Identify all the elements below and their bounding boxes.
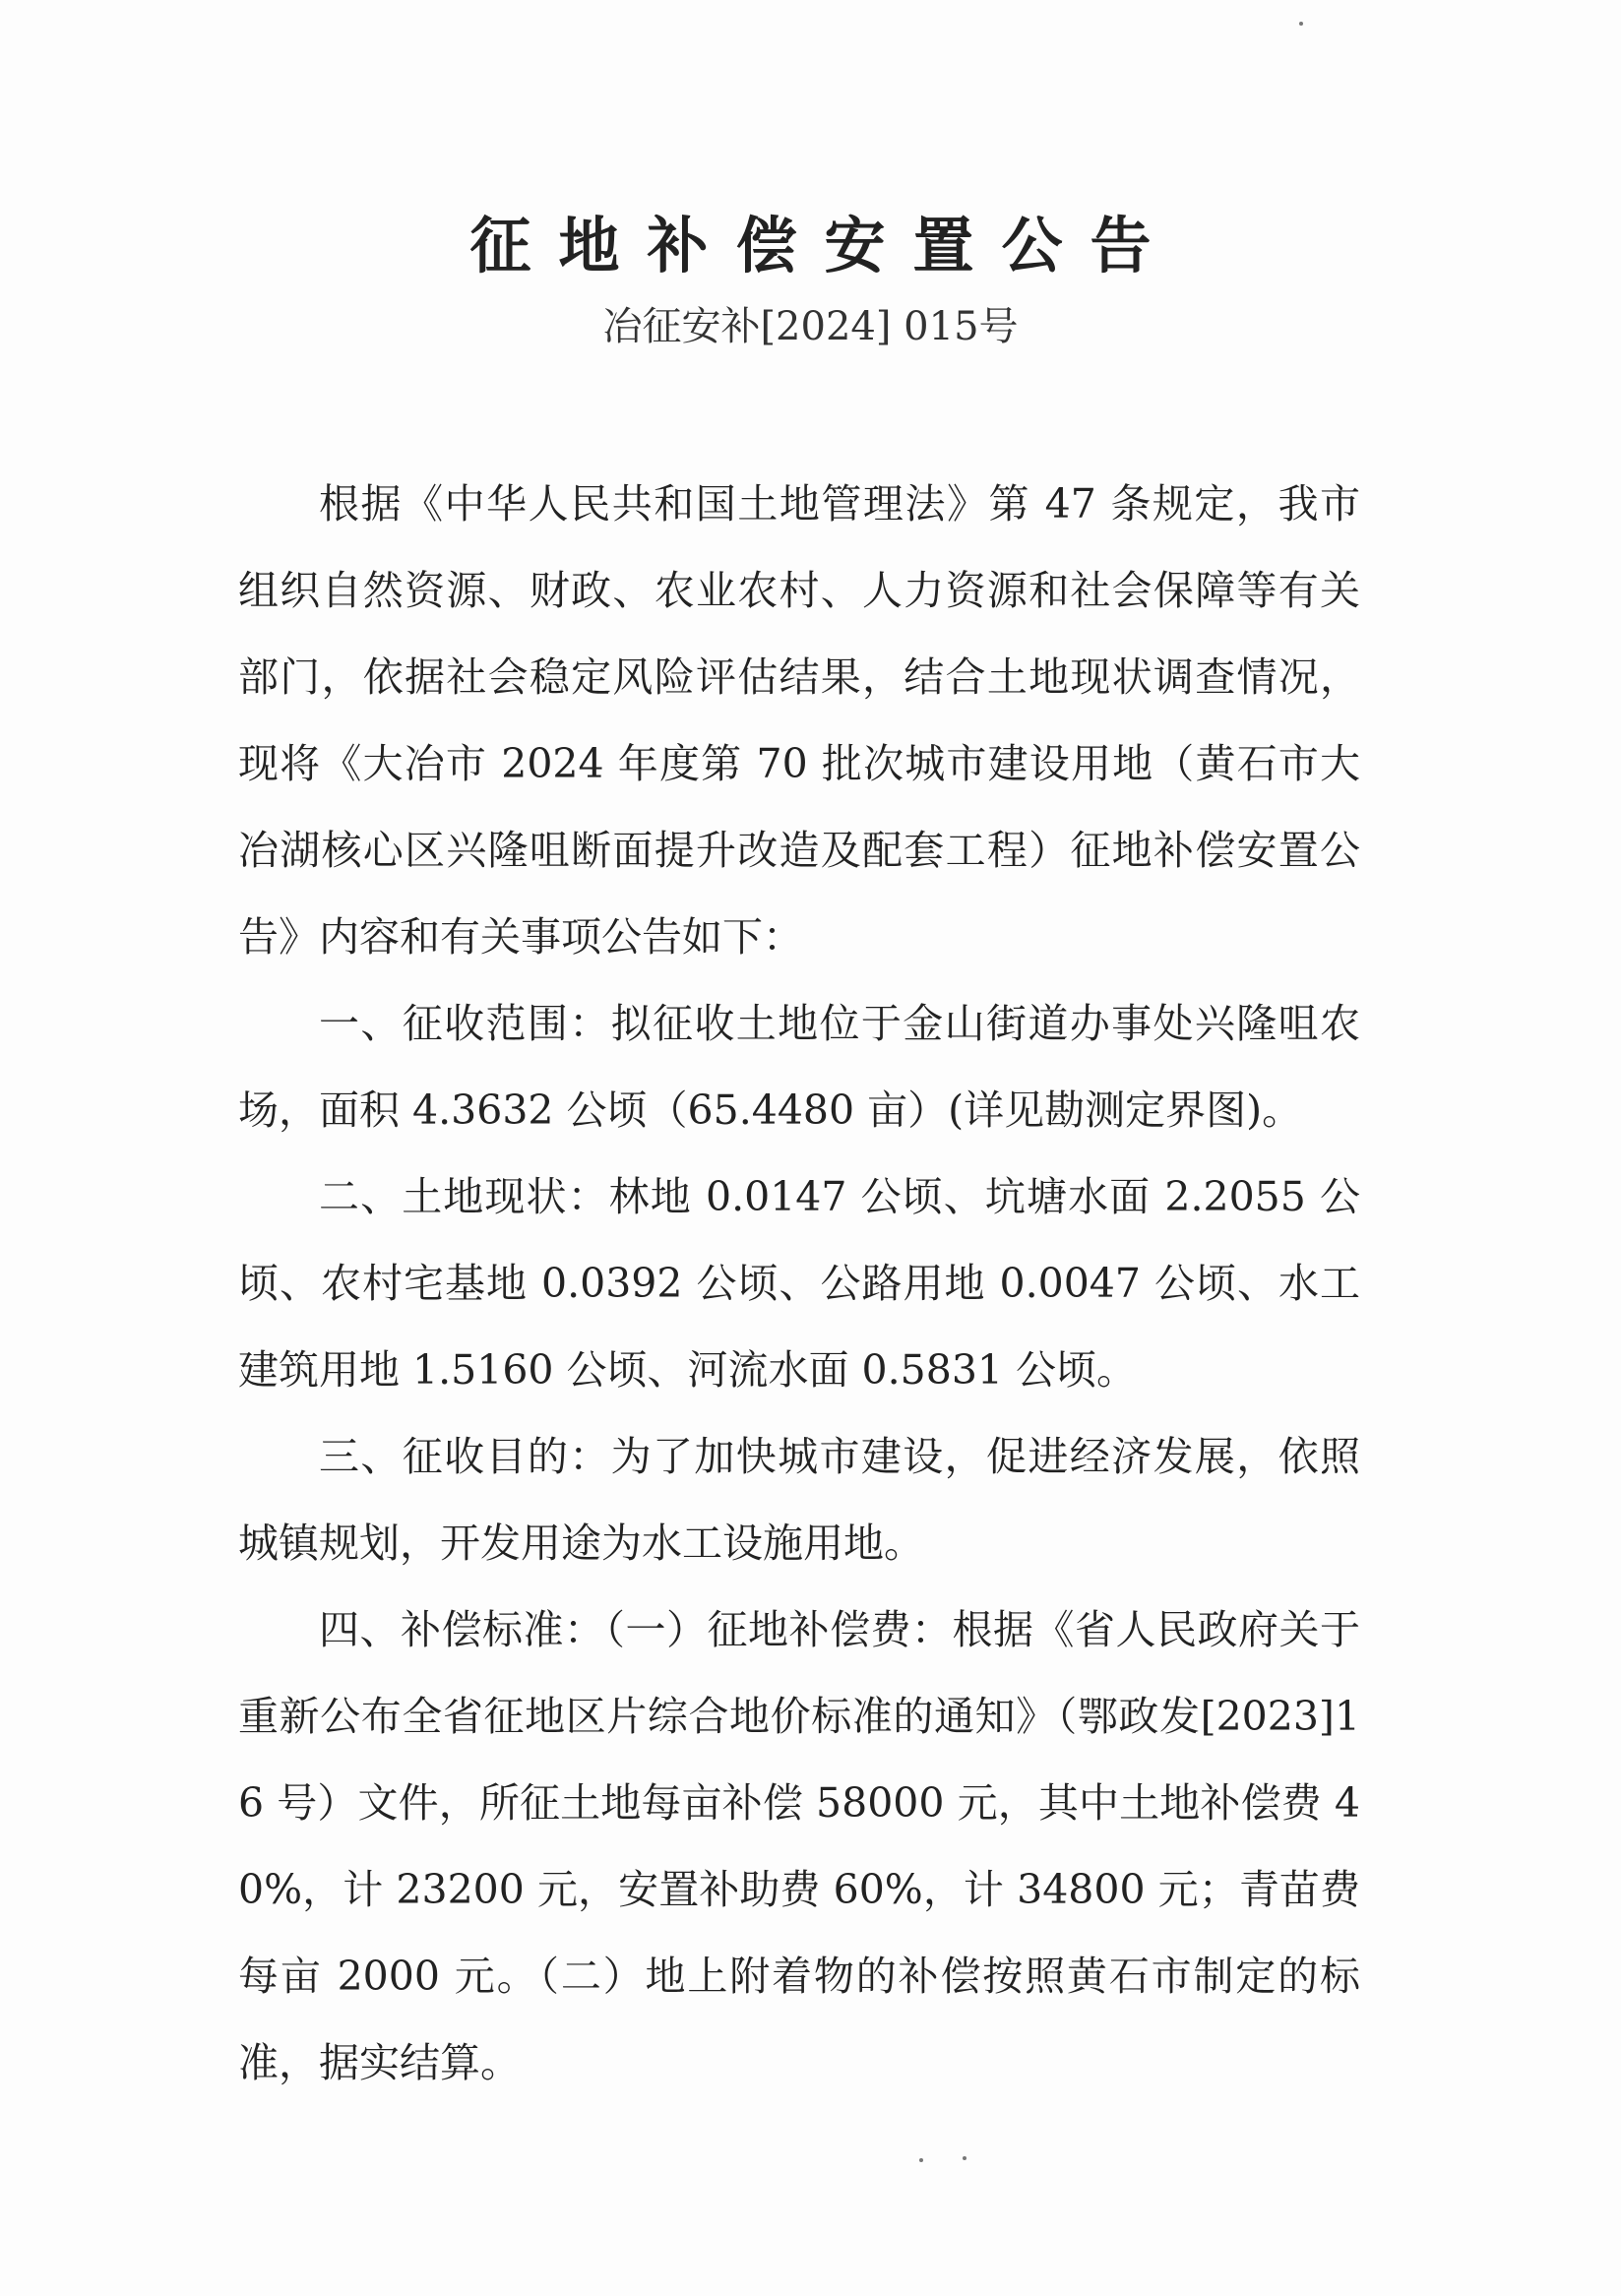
scan-speck	[963, 2156, 966, 2160]
document-title: 征地补偿安置公告	[469, 210, 1179, 281]
scan-speck	[919, 2158, 923, 2162]
paragraph-intro: 根据《中华人民共和国土地管理法》第 47 条规定，我市组织自然资源、财政、农业农村、人力资源和社会保障等有关部门，依据社会稳定风险评估结果，结合土地现状调查情况，现将《大冶市 2024 年度第 70 批次城市建设用地（黄石市大冶湖核心区兴隆咀断面提升改造及配套工程）征地补偿安置公告》内容和有关事项公告如下：	[238, 480, 1360, 961]
paragraph-scope: 一、征收范围：拟征收土地位于金山街道办事处兴隆咀农场，面积 4.3632 公顷（65.4480 亩）(详见勘测定界图)。	[238, 1000, 1360, 1134]
paragraph-compensation: 四、补偿标准：（一）征地补偿费：根据《省人民政府关于重新公布全省征地区片综合地价标准的通知》（鄂政发[2023]16 号）文件，所征土地每亩补偿 58000 元，其中土地补偿费 40%，计 23200 元，安置补助费 60%，计 34800 元；青苗费每亩 2000 元。（二）地上附着物的补偿按照黄石市制定的标准，据实结算。	[238, 1606, 1360, 2086]
document-body	[238, 461, 1360, 2106]
scan-speck	[1299, 22, 1303, 26]
paragraph-purpose: 三、征收目的：为了加快城市建设，促进经济发展，依照城镇规划，开发用途为水工设施用地。	[238, 1433, 1360, 1567]
paragraph-land-status: 二、土地现状：林地 0.0147 公顷、坑塘水面 2.2055 公顷、农村宅基地 0.0392 公顷、公路用地 0.0047 公顷、水工建筑用地 1.5160 公顷、河流水面 0.5831 公顷。	[238, 1173, 1360, 1394]
document-number: 冶征安补[2024] 015号	[602, 304, 1019, 349]
